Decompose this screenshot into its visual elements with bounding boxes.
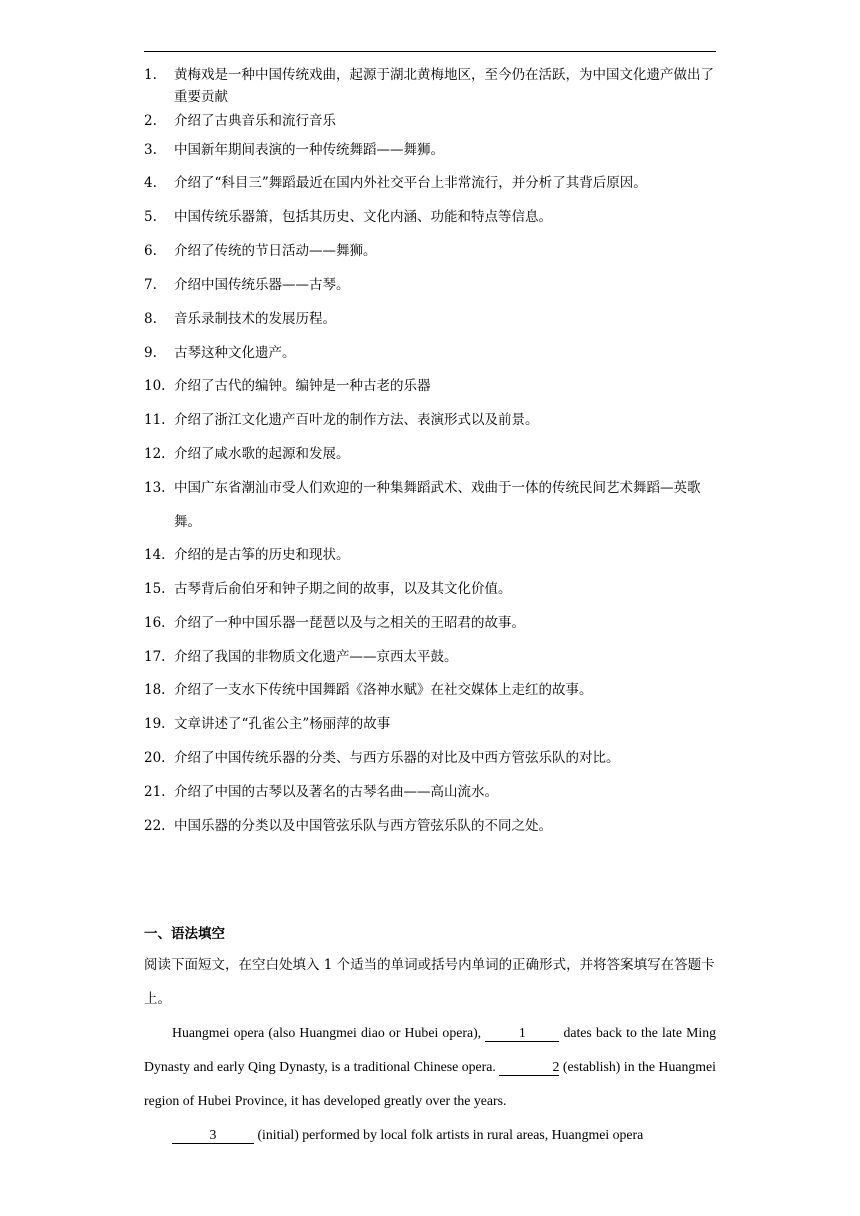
list-item (144, 172, 716, 194)
list-item (144, 240, 716, 262)
item-text: 介绍了一支水下传统中国舞蹈《洛神水赋》在社交媒体上走红的故事。 (174, 682, 593, 698)
item-number: 14. (144, 547, 166, 563)
list-item (144, 747, 716, 769)
list-item (144, 713, 716, 735)
item-number: 15. (144, 581, 166, 597)
item-number: 20. (144, 750, 166, 766)
item-number: 12. (144, 446, 166, 462)
section-instruction: 阅读下面短文，在空白处填入 1 个适当的单词或括号内单词的正确形式，并将答案填写在答题卡上。 (144, 957, 715, 1007)
list-item (144, 781, 716, 803)
item-number: 1. (144, 67, 157, 83)
item-number: 16. (144, 615, 166, 631)
item-text: 介绍了一种中国乐器一琵琶以及与之相关的王昭君的故事。 (174, 615, 525, 631)
header-rule (144, 51, 716, 52)
list-item (144, 409, 716, 431)
item-number: 13. (144, 480, 166, 496)
item-text: 中国新年期间表演的一种传统舞蹈——舞狮。 (174, 142, 444, 158)
item-number: 8. (144, 311, 157, 327)
item-number: 3. (144, 142, 157, 158)
item-number: 6. (144, 243, 157, 259)
list-item (144, 206, 716, 228)
passage-paragraph (144, 1016, 716, 1118)
item-text: 介绍了古代的编钟。编钟是一种古老的乐器 (174, 378, 431, 394)
item-text: 古琴这种文化遗产。 (174, 345, 296, 361)
list-item (144, 578, 716, 600)
item-number: 18. (144, 682, 166, 698)
item-text: 介绍了传统的节日活动——舞狮。 (174, 243, 377, 259)
item-text: 古琴背后俞伯牙和钟子期之间的故事，以及其文化价值。 (174, 581, 512, 597)
list-item (144, 375, 716, 397)
item-number: 11. (144, 412, 166, 428)
list-item (144, 342, 716, 364)
item-text: 音乐录制技术的发展历程。 (174, 311, 336, 327)
section-title: 一、语法填空 (144, 926, 225, 942)
list-item (144, 443, 716, 465)
item-text: 介绍中国传统乐器——古琴。 (174, 277, 350, 293)
item-text: 中国传统乐器箫，包括其历史、文化内涵、功能和特点等信息。 (174, 209, 552, 225)
item-number: 22. (144, 818, 166, 834)
list-item (144, 110, 716, 132)
passage-text: (initial) performed by local folk artists in rural areas, Huangmei opera (257, 1127, 644, 1142)
list-item (144, 308, 716, 330)
item-text: 介绍了浙江文化遗产百叶龙的制作方法、表演形式以及前景。 (174, 412, 539, 428)
item-number: 19. (144, 716, 166, 732)
list-item (144, 544, 716, 566)
answer-blank-2[interactable]: 2 (499, 1059, 559, 1076)
item-text: 介绍了“科目三”舞蹈最近在国内外社交平台上非常流行，并分析了其背后原因。 (174, 175, 647, 191)
passage-text: dates back to the late Ming Dynasty and early Qing Dynasty, is a traditional Chinese opera. (144, 1025, 716, 1074)
item-text: 介绍的是古筝的历史和现状。 (174, 547, 350, 563)
list-item (144, 815, 716, 837)
item-number: 5. (144, 209, 157, 225)
passage-paragraph (144, 1118, 716, 1152)
item-text: 介绍了我国的非物质文化遗产——京西太平鼓。 (174, 649, 458, 665)
item-text: 介绍了中国的古琴以及著名的古琴名曲——高山流水。 (174, 784, 498, 800)
item-number: 9. (144, 345, 157, 361)
item-text: 黄梅戏是一种中国传统戏曲，起源于湖北黄梅地区，至今仍在活跃，为中国文化遗产做出了重要贡献 (174, 67, 714, 105)
item-text: 中国广东省潮汕市受人们欢迎的一种集舞蹈武术、戏曲于一体的传统民间艺术舞蹈—英歌舞。 (174, 480, 701, 530)
list-item (144, 64, 716, 108)
item-text: 介绍了古典音乐和流行音乐 (174, 113, 336, 129)
item-text: 介绍了中国传统乐器的分类、与西方乐器的对比及中西方管弦乐队的对比。 (174, 750, 620, 766)
item-number: 4. (144, 175, 157, 191)
passage-text: Huangmei opera (also Huangmei diao or Hubei opera), (172, 1025, 482, 1040)
list-item (144, 274, 716, 296)
item-number: 21. (144, 784, 166, 800)
grammar-section (144, 924, 716, 1152)
item-number: 10. (144, 378, 166, 394)
answer-blank-3[interactable]: 3 (172, 1127, 254, 1144)
item-text: 文章讲述了“孔雀公主”杨丽萍的故事 (174, 716, 391, 732)
item-number: 7. (144, 277, 157, 293)
item-number: 2. (144, 113, 157, 129)
passage-text: (establish) in the Huangmei region of Hubei Province, it has developed greatly over the years. (144, 1059, 716, 1108)
answer-blank-1[interactable]: 1 (485, 1025, 559, 1042)
list-item (144, 139, 716, 161)
list-item (144, 646, 716, 668)
list-item (144, 477, 716, 539)
item-number: 17. (144, 649, 166, 665)
list-item (144, 612, 716, 634)
item-text: 介绍了咸水歌的起源和发展。 (174, 446, 350, 462)
list-item (144, 679, 716, 701)
item-text: 中国乐器的分类以及中国管弦乐队与西方管弦乐队的不同之处。 (174, 818, 552, 834)
